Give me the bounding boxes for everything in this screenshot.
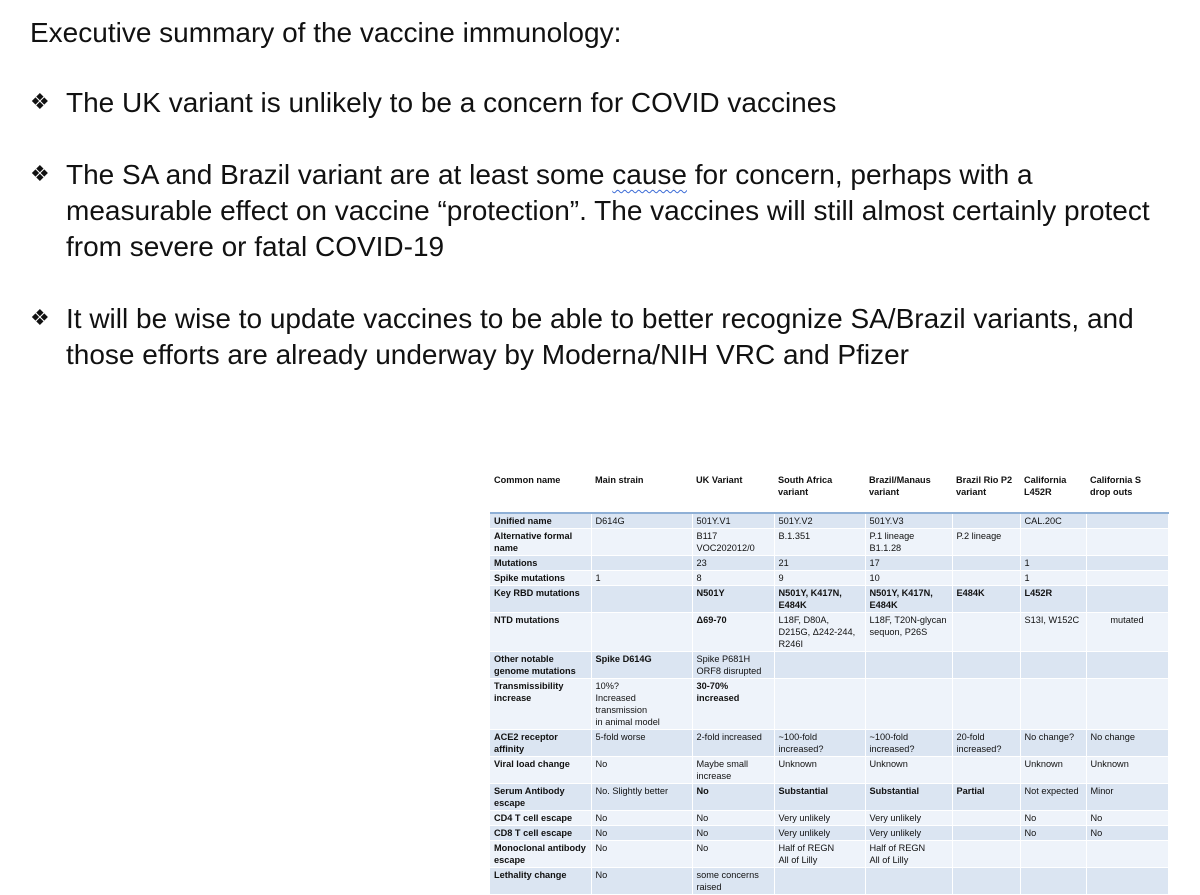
bullet-text: The UK variant is unlikely to be a concern for COVID vaccines xyxy=(66,87,837,118)
table-cell: L18F, T20N-glycan sequon, P26S xyxy=(865,613,952,652)
table-row-header: NTD mutations xyxy=(490,613,591,652)
table-cell xyxy=(1086,571,1168,586)
table-cell xyxy=(774,868,865,895)
table-cell: No xyxy=(692,841,774,868)
table-cell: 30-70% increased xyxy=(692,679,774,730)
table-cell: P.2 lineage xyxy=(952,529,1020,556)
table-cell: Unknown xyxy=(1020,757,1086,784)
diamond-bullet-icon: ❖ xyxy=(30,306,50,331)
table-cell: 17 xyxy=(865,556,952,571)
table-cell: some concerns raised xyxy=(692,868,774,895)
table-row-header: Alternative formal name xyxy=(490,529,591,556)
table-cell xyxy=(1086,841,1168,868)
table-cell: Unknown xyxy=(1086,757,1168,784)
table-row-header: Serum Antibody escape xyxy=(490,784,591,811)
table-row xyxy=(490,826,1168,841)
table-cell xyxy=(952,679,1020,730)
table-cell xyxy=(591,586,692,613)
table-cell xyxy=(1086,529,1168,556)
table-cell xyxy=(591,556,692,571)
table-column-header: Brazil/Manaus variant xyxy=(865,470,952,513)
table-cell: D614G xyxy=(591,513,692,529)
table-cell: Spike D614G xyxy=(591,652,692,679)
table-row xyxy=(490,757,1168,784)
table-cell: No xyxy=(692,826,774,841)
table-cell: No xyxy=(1086,811,1168,826)
table-cell: 20-fold increased? xyxy=(952,730,1020,757)
table-cell xyxy=(1086,586,1168,613)
table-cell: N501Y, K417N, E484K xyxy=(774,586,865,613)
table-row-header: CD8 T cell escape xyxy=(490,826,591,841)
bullet-item-sa-brazil xyxy=(30,157,1180,265)
table-row xyxy=(490,784,1168,811)
table-cell: Half of REGN All of Lilly xyxy=(774,841,865,868)
table-cell: P.1 lineage B1.1.28 xyxy=(865,529,952,556)
bullet-text-start: The SA and Brazil variant are at least some xyxy=(66,159,613,190)
table-cell xyxy=(952,841,1020,868)
table-cell: Spike P681H ORF8 disrupted xyxy=(692,652,774,679)
table-cell xyxy=(1020,679,1086,730)
table-cell xyxy=(1020,529,1086,556)
table-row xyxy=(490,730,1168,757)
table-cell: 10 xyxy=(865,571,952,586)
table-cell: No xyxy=(591,868,692,895)
table-cell: Very unlikely xyxy=(865,826,952,841)
table-cell: ~100-fold increased? xyxy=(774,730,865,757)
table-cell xyxy=(774,652,865,679)
table-row-header: Mutations xyxy=(490,556,591,571)
table-cell: 5-fold worse xyxy=(591,730,692,757)
table-cell xyxy=(952,613,1020,652)
table-cell xyxy=(1086,868,1168,895)
table-cell xyxy=(952,513,1020,529)
variant-comparison-table-container xyxy=(490,470,1168,895)
table-row-header: Unified name xyxy=(490,513,591,529)
table-cell: No xyxy=(591,811,692,826)
table-cell: No xyxy=(692,811,774,826)
table-body xyxy=(490,513,1168,895)
table-cell: No xyxy=(1020,826,1086,841)
table-cell: 9 xyxy=(774,571,865,586)
table-column-header: South Africa variant xyxy=(774,470,865,513)
bullet-text: It will be wise to update vaccines to be able to better recognize SA/Brazil variants, and those efforts are already underway by Moderna/NIH VRC and Pfizer xyxy=(66,303,1134,370)
table-row-header: CD4 T cell escape xyxy=(490,811,591,826)
table-cell xyxy=(1086,679,1168,730)
table-cell: 501Y.V3 xyxy=(865,513,952,529)
table-cell: No xyxy=(591,841,692,868)
table-cell xyxy=(865,679,952,730)
table-cell: L18F, D80A, D215G, Δ242-244, R246I xyxy=(774,613,865,652)
table-cell: Partial xyxy=(952,784,1020,811)
table-row-header: Key RBD mutations xyxy=(490,586,591,613)
table-cell xyxy=(1086,652,1168,679)
table-cell: 501Y.V2 xyxy=(774,513,865,529)
table-cell: Minor xyxy=(1086,784,1168,811)
table-cell: S13I, W152C xyxy=(1020,613,1086,652)
table-cell: ~100-fold increased? xyxy=(865,730,952,757)
table-cell xyxy=(952,757,1020,784)
table-cell xyxy=(952,868,1020,895)
table-cell xyxy=(1020,841,1086,868)
table-cell: 21 xyxy=(774,556,865,571)
table-cell: Unknown xyxy=(865,757,952,784)
table-cell: 8 xyxy=(692,571,774,586)
table-row xyxy=(490,841,1168,868)
table-cell xyxy=(952,652,1020,679)
table-row-header: Other notable genome mutations xyxy=(490,652,591,679)
table-row-header: ACE2 receptor affinity xyxy=(490,730,591,757)
table-cell: 23 xyxy=(692,556,774,571)
table-cell: No change xyxy=(1086,730,1168,757)
table-cell: No. Slightly better xyxy=(591,784,692,811)
diamond-bullet-icon: ❖ xyxy=(30,162,50,187)
diamond-bullet-icon: ❖ xyxy=(30,90,50,115)
table-cell xyxy=(952,826,1020,841)
spellcheck-underlined-word[interactable]: cause xyxy=(612,159,687,190)
table-row xyxy=(490,679,1168,730)
table-cell: Very unlikely xyxy=(774,826,865,841)
table-cell: Maybe small increase xyxy=(692,757,774,784)
table-cell xyxy=(865,868,952,895)
table-cell: L452R xyxy=(1020,586,1086,613)
table-row-header: Spike mutations xyxy=(490,571,591,586)
table-row-header: Lethality change xyxy=(490,868,591,895)
table-cell xyxy=(1086,556,1168,571)
table-cell: Δ69-70 xyxy=(692,613,774,652)
summary-bullet-list xyxy=(30,85,1180,373)
table-cell xyxy=(1086,513,1168,529)
table-cell: 1 xyxy=(1020,556,1086,571)
table-cell: CAL.20C xyxy=(1020,513,1086,529)
table-cell: N501Y xyxy=(692,586,774,613)
table-column-header: Brazil Rio P2 variant xyxy=(952,470,1020,513)
table-row-header: Viral load change xyxy=(490,757,591,784)
table-cell: No xyxy=(591,757,692,784)
table-cell: No change? xyxy=(1020,730,1086,757)
table-cell: B.1.351 xyxy=(774,529,865,556)
table-cell: Very unlikely xyxy=(774,811,865,826)
page-title: Executive summary of the vaccine immunology: xyxy=(30,17,622,48)
table-row xyxy=(490,811,1168,826)
table-column-header: California S drop outs xyxy=(1086,470,1168,513)
table-cell: mutated xyxy=(1086,613,1168,652)
table-column-header: Main strain xyxy=(591,470,692,513)
table-cell: 10%? Increased transmission in animal model xyxy=(591,679,692,730)
table-cell: N501Y, K417N, E484K xyxy=(865,586,952,613)
table-row xyxy=(490,556,1168,571)
table-cell: B117 VOC202012/0 xyxy=(692,529,774,556)
table-cell: 1 xyxy=(1020,571,1086,586)
table-row xyxy=(490,613,1168,652)
table-row-header: Monoclonal antibody escape xyxy=(490,841,591,868)
table-cell: No xyxy=(692,784,774,811)
table-cell: Half of REGN All of Lilly xyxy=(865,841,952,868)
table-column-header: California L452R xyxy=(1020,470,1086,513)
table-cell: Not expected xyxy=(1020,784,1086,811)
bullet-item-update-vaccines xyxy=(30,301,1180,373)
table-row xyxy=(490,571,1168,586)
table-row xyxy=(490,652,1168,679)
table-column-header: UK Variant xyxy=(692,470,774,513)
table-cell: Very unlikely xyxy=(865,811,952,826)
table-cell xyxy=(1020,652,1086,679)
table-row xyxy=(490,529,1168,556)
table-row xyxy=(490,586,1168,613)
table-cell: E484K xyxy=(952,586,1020,613)
bullet-text-end: for concern, perhaps with a measurable effect on vaccine “protection”. The vaccines will still almost certainly protect from severe or fatal COVID-19 xyxy=(66,159,1150,262)
table-cell: No xyxy=(1086,826,1168,841)
table-cell xyxy=(865,652,952,679)
table-cell xyxy=(591,613,692,652)
table-cell: Substantial xyxy=(865,784,952,811)
table-cell xyxy=(1020,868,1086,895)
bullet-item-uk-variant xyxy=(30,85,1180,121)
table-cell xyxy=(774,679,865,730)
table-cell xyxy=(952,556,1020,571)
table-cell xyxy=(591,529,692,556)
table-row xyxy=(490,513,1168,529)
table-column-header: Common name xyxy=(490,470,591,513)
table-cell: 2-fold increased xyxy=(692,730,774,757)
table-cell: No xyxy=(1020,811,1086,826)
table-cell xyxy=(952,571,1020,586)
table-cell: No xyxy=(591,826,692,841)
table-cell: 501Y.V1 xyxy=(692,513,774,529)
table-cell: 1 xyxy=(591,571,692,586)
table-header-row xyxy=(490,470,1168,513)
table-cell xyxy=(952,811,1020,826)
table-row-header: Transmissibility increase xyxy=(490,679,591,730)
variant-comparison-table xyxy=(490,470,1169,895)
table-row xyxy=(490,868,1168,895)
table-cell: Substantial xyxy=(774,784,865,811)
table-cell: Unknown xyxy=(774,757,865,784)
